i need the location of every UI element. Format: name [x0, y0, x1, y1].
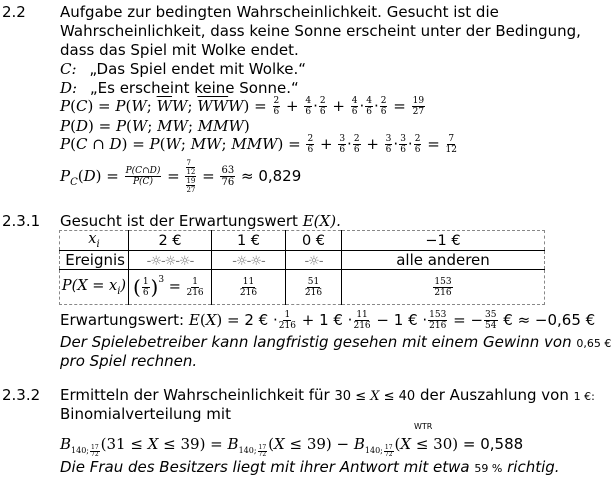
event-d-text: „Es erscheint keine Sonne.“: [89, 79, 299, 97]
conclusion-line-1: Der Spielebetreiber kann langfristig gesehen mit einem Gewinn von 0,65 €: [60, 333, 612, 351]
formula-p-c-and-d: P(C ∩ D) = P(W; MW; MMW) = $\frac{2}{6}$ + $\frac{3}{6}$ · $\frac{2}{6}$ + $\frac{3}{6}$ · $\frac{3}{6}$ · $\frac{2}{6}$ = $\frac{7}{12}$: [60, 134, 457, 155]
wtr-label: WTR: [414, 422, 433, 431]
formula-conditional-probability: $P_C(D)$ = $\frac{P(C\cap D)}{P(C)}$ = 7 12 19 27 = $\frac{63}{76}$ ≈ 0,829: [60, 159, 302, 194]
task-text-line-1: Aufgabe zur bedingten Wahrscheinlichkeit. Gesucht ist die: [60, 3, 499, 21]
header-value-2: 2 €: [129, 231, 212, 251]
binomial-result: 0,588: [480, 435, 524, 453]
section-number-2-3-1: 2.3.1: [2, 212, 41, 230]
task-text-line-2: Wahrscheinlichkeit, dass keine Sonne erscheint unter der Bedingung,: [60, 22, 581, 40]
binomial-conclusion: Die Frau des Besitzers liegt mit ihrer Antwort mit etwa 59 % richtig.: [60, 458, 560, 476]
expectation-calculation: Erwartungswert: E(X) = 2 € · $\frac{1}{216}$ + 1 € · $\frac{11}{216}$ − 1 € · $\frac{153}{216}$ = − $\frac{35}{54}$ € ≈ −0,65 €: [60, 310, 596, 331]
event-others: alle anderen: [342, 251, 545, 270]
prob-value-1: $\frac{11}{216}$: [212, 270, 286, 305]
task-text-line-3: dass das Spiel mit Wolke endet.: [60, 41, 299, 59]
prob-label: $P(X = x_i)$: [60, 270, 129, 305]
prob-value-0: $\frac{51}{216}$: [286, 270, 342, 305]
expectation-intro: Gesucht ist der Erwartungswert E(X).: [60, 212, 341, 230]
prob-value-minus-1: $\frac{153}{216}$: [342, 270, 545, 305]
formula-p-d: P(D) = P(W; MW; MMW): [60, 117, 250, 135]
header-value-0: 0 €: [286, 231, 342, 251]
binomial-intro-line-1: Ermitteln der Wahrscheinlichkeit für 30 ≤ X ≤ 40 der Auszahlung von 1 €:: [60, 386, 595, 404]
prob-value-2: ( $\frac{1}{6}$ )$^3$ = $\frac{1}{216}$: [129, 270, 212, 305]
event-two-suns: [212, 251, 286, 270]
binomial-intro-line-2: Binomialverteilung mit: [60, 405, 231, 423]
event-d-label: D:: [60, 79, 78, 97]
conclusion-line-2: pro Spiel rechnen.: [60, 352, 198, 370]
sun-icon: -☼-☼-☼-: [146, 254, 194, 269]
probability-distribution-table: [59, 230, 545, 305]
header-xi: $x_i$: [60, 231, 129, 251]
header-value-1: 1 €: [212, 231, 286, 251]
section-number-2-2: 2.2: [2, 3, 26, 21]
header-value-minus-1: −1 €: [342, 231, 545, 251]
section-number-2-3-2: 2.3.2: [2, 386, 41, 404]
event-c-label: C:: [60, 60, 77, 78]
event-one-sun: [286, 251, 342, 270]
table-row-probabilities: [60, 270, 545, 305]
table-row-values: [60, 231, 545, 251]
binomial-formula: $B_{140; \frac{17}{72}}$ $(31 \le X \le 39) = B_{140; \frac{17}{72}}$ $(X \le 39) - B_{140; \frac{17}{72}}$ (X ≤ 30) = 0,588: [60, 435, 524, 458]
table-row-events: [60, 251, 545, 270]
event-three-suns: [129, 251, 212, 270]
sun-icon: -☼-: [304, 254, 323, 269]
event-c-text: „Das Spiel endet mit Wolke.“: [89, 60, 307, 78]
event-label: Ereignis: [60, 251, 129, 270]
expectation-label: Erwartungswert:: [60, 311, 185, 329]
conditional-probability-result: 0,829: [258, 167, 302, 185]
sun-icon: -☼-☼-: [232, 254, 265, 269]
formula-p-c: P(C) = P(W; $\overline{W}W$; $\overline{WW}W$) = $\frac{2}{6}$ + $\frac{4}{6}$ · $\frac{2}{6}$ + $\frac{4}{6}$ · $\frac{4}{6}$ · $\frac{2}{6}$ = $\frac{19}{27}$: [60, 96, 425, 117]
event-c-definition: [60, 60, 306, 79]
